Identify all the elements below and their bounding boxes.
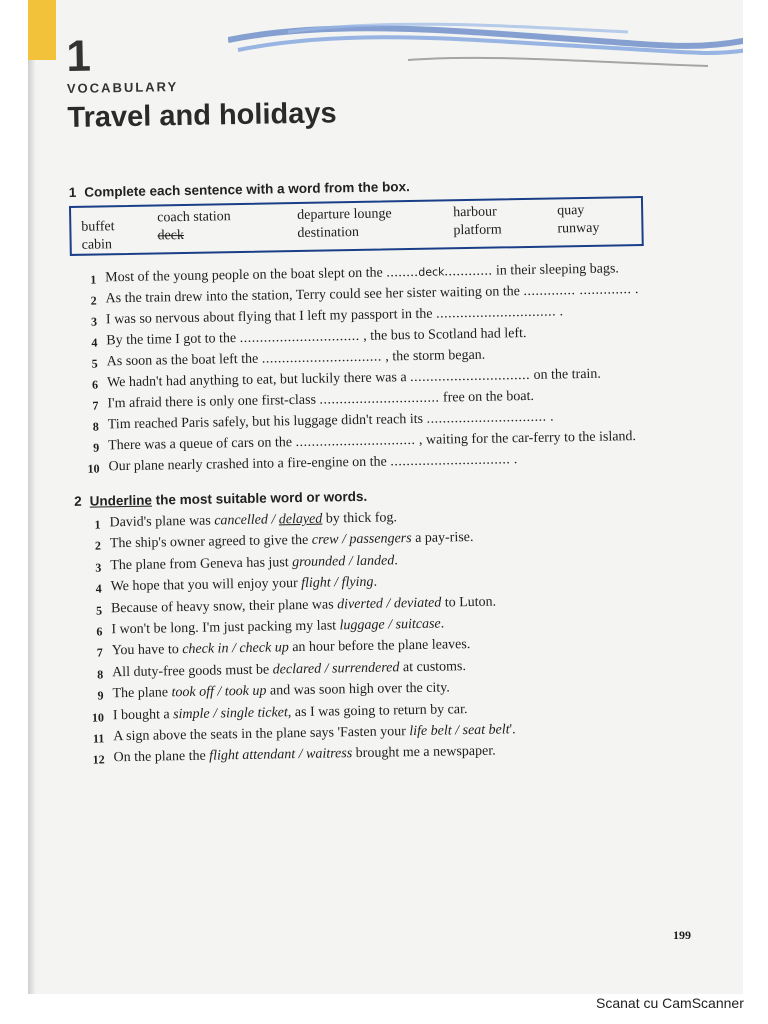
page-title: Travel and holidays xyxy=(67,97,337,134)
ex1-item-number: 3 xyxy=(90,314,98,329)
exercise2-items xyxy=(74,504,718,770)
ex1-item-text: . xyxy=(510,452,518,468)
ex1-blank[interactable]: .............................. xyxy=(319,390,440,408)
ex1-item-number: 6 xyxy=(91,377,99,392)
ex1-item-text: Our plane nearly crashed into a fire-engine on the xyxy=(108,454,391,475)
option-b-underlined[interactable]: delayed xyxy=(278,511,323,528)
ex1-item-text: As soon as the boat left the xyxy=(106,351,262,370)
ex1-item-text: Most of the young people on the boat slept on the xyxy=(105,265,387,286)
ex2-item-text: . xyxy=(373,574,378,590)
ex1-item-text: As the train drew into the station, Terry could see her sister waiting on the xyxy=(105,284,524,307)
ex1-item-number: 10 xyxy=(87,461,100,476)
exercise1-items xyxy=(70,259,714,478)
ex2-item-text: brought me a newspaper. xyxy=(352,744,496,762)
word-harbour: harbour xyxy=(453,204,497,221)
ex1-blank[interactable]: .............................. xyxy=(390,452,511,470)
ex2-item-text: All duty-free goods must be xyxy=(112,662,273,681)
option-separator: / xyxy=(384,617,396,633)
option-a[interactable]: simple xyxy=(173,706,210,722)
option-separator: / xyxy=(338,532,350,548)
ex2-item-text: A sign above the seats in the plane says 'Fasten your xyxy=(113,724,410,745)
ex1-item-number: 1 xyxy=(90,272,97,287)
exercise1-instruction: Complete each sentence with a word from the box. xyxy=(84,179,410,200)
ex2-item-number: 8 xyxy=(97,667,104,682)
option-a[interactable]: took off xyxy=(171,684,215,701)
page-fold-shadow xyxy=(28,0,36,994)
ex1-item-text: We hadn't had anything to eat, but luckily there was a xyxy=(106,370,411,391)
ex1-item-text: in their sleeping bags. xyxy=(492,261,619,279)
ex2-item-number: 2 xyxy=(94,538,102,553)
ex2-item-text: I bought a xyxy=(112,706,174,723)
ex2-item-number: 1 xyxy=(94,517,101,532)
ex1-item-text: on the train. xyxy=(529,366,601,383)
option-b[interactable]: single ticket xyxy=(220,704,288,722)
ex1-item-text: Tim reached Paris safely, but his luggage didn't reach its xyxy=(107,411,427,433)
option-separator: / xyxy=(382,595,395,612)
ex1-item-number: 2 xyxy=(90,293,97,308)
word-deck-crossed: deck xyxy=(157,227,185,244)
ex2-item-text: . xyxy=(440,616,445,632)
ex1-item-text: By the time I got to the xyxy=(106,331,240,349)
ex1-blank[interactable]: .............................. xyxy=(409,367,531,386)
option-b[interactable]: suitcase xyxy=(395,616,441,633)
option-b[interactable]: seat belt xyxy=(462,722,510,739)
word-runway: runway xyxy=(557,220,600,237)
ex2-item-number: 12 xyxy=(92,752,105,768)
ex1-item-text: There was a queue of cars on the xyxy=(108,435,296,454)
word-departure-lounge: departure lounge xyxy=(297,206,392,223)
option-separator: / xyxy=(321,661,333,677)
ex2-item-number: 10 xyxy=(91,710,105,725)
word-destination: destination xyxy=(297,224,360,241)
exercise2-number: 2 xyxy=(74,493,82,509)
ex1-blank[interactable]: .............................. xyxy=(295,432,416,451)
option-separator: / xyxy=(213,684,225,700)
word-box xyxy=(69,196,644,256)
exercise2-instruction: the most suitable word or words. xyxy=(151,488,368,508)
page-content xyxy=(66,24,719,772)
ex1-item-text: . xyxy=(631,282,639,298)
option-separator: / xyxy=(228,641,240,657)
option-a[interactable]: diverted xyxy=(336,596,384,612)
ex2-item-number: 7 xyxy=(96,645,103,660)
option-b[interactable]: check up xyxy=(239,640,289,657)
option-separator: / xyxy=(295,747,307,763)
ex2-item-text: at customs. xyxy=(399,658,467,676)
option-separator: / xyxy=(267,512,279,528)
word-cabin: cabin xyxy=(81,237,113,253)
book-page xyxy=(28,0,743,994)
word-quay: quay xyxy=(557,202,585,219)
ex2-item-text: and was soon high over the city. xyxy=(266,680,450,699)
ex1-item-text: . xyxy=(555,304,564,320)
ex1-item-text: , the bus to Scotland had left. xyxy=(359,326,527,344)
ex2-item-number: 11 xyxy=(92,731,105,746)
word-coach-station: coach station xyxy=(157,209,231,226)
ex2-item-text: We hope that you will enjoy your xyxy=(110,576,302,595)
ex1-blank[interactable]: .............................. xyxy=(435,304,557,322)
ex2-item-text: , as I was going to return by car. xyxy=(287,701,468,720)
ex1-item-number: 4 xyxy=(91,335,98,350)
ex1-blank[interactable]: .............................. xyxy=(239,328,360,347)
ex1-item-number: 5 xyxy=(91,356,98,371)
option-b[interactable]: waitress xyxy=(305,746,353,763)
ex1-item-number: 7 xyxy=(92,398,99,413)
word-platform: platform xyxy=(453,222,502,239)
ex2-item-text: by thick fog. xyxy=(322,510,398,527)
option-a[interactable]: flight xyxy=(301,575,331,592)
ex2-item-number: 3 xyxy=(95,560,102,575)
option-a[interactable]: check in xyxy=(182,641,229,658)
option-separator: / xyxy=(209,706,221,722)
ex2-item-text: David's plane was xyxy=(109,513,215,531)
ex1-item-text: I'm afraid there is only one first-class xyxy=(107,392,320,412)
option-b[interactable]: landed xyxy=(356,553,395,569)
ex2-item-number: 9 xyxy=(97,688,104,703)
ex1-item-number: 8 xyxy=(92,419,99,434)
option-a[interactable]: life belt xyxy=(409,723,452,740)
ex2-item-text: to Luton. xyxy=(441,594,497,611)
option-b[interactable]: flying xyxy=(341,574,374,591)
option-a[interactable]: luggage xyxy=(339,617,385,634)
ex2-item-text: '. xyxy=(509,722,516,738)
exercise1-number: 1 xyxy=(68,184,77,200)
ex2-item-text: a pay-rise. xyxy=(411,530,474,547)
ex1-blank[interactable]: .............................. xyxy=(426,409,547,427)
ex2-item-text: The plane from Geneva has just xyxy=(110,554,293,574)
option-separator: / xyxy=(345,553,357,570)
option-a[interactable]: flight attendant xyxy=(209,747,296,765)
unit-number: 1 xyxy=(65,31,92,81)
option-b[interactable]: took up xyxy=(224,683,267,700)
ex1-blank[interactable]: .............................. xyxy=(261,349,382,367)
scanner-watermark: Scanat cu CamScanner xyxy=(596,995,744,1011)
ex2-item-number: 5 xyxy=(95,603,103,618)
option-separator: / xyxy=(330,575,342,591)
page-number: 199 xyxy=(673,928,691,942)
section-label: VOCABULARY xyxy=(66,79,179,96)
ex1-item-text: , waiting for the car-ferry to the island. xyxy=(415,429,637,448)
corner-accent xyxy=(28,0,56,60)
ex2-item-text: I won't be long. I'm just packing my last xyxy=(111,618,340,638)
ex2-item-text: On the plane the xyxy=(113,749,210,766)
ex1-item-number: 9 xyxy=(93,440,100,455)
ex1-blank[interactable]: ............. ............. xyxy=(523,282,632,300)
option-b[interactable]: passengers xyxy=(349,531,412,548)
option-separator: / xyxy=(451,723,463,739)
option-a[interactable]: cancelled xyxy=(214,512,269,529)
option-a[interactable]: crew xyxy=(311,532,339,549)
option-b[interactable]: surrendered xyxy=(331,660,400,677)
ex2-item-number: 6 xyxy=(96,624,103,639)
ex2-item-text: an hour before the plane leaves. xyxy=(288,637,471,656)
ex2-item-text: The ship's owner agreed to give the xyxy=(109,533,312,552)
ex2-item-text: . xyxy=(394,553,398,569)
ex1-item-text: free on the boat. xyxy=(439,388,535,406)
handwritten-answer: deck xyxy=(418,265,445,279)
ex2-item-number: 4 xyxy=(95,581,102,596)
option-a[interactable]: declared xyxy=(272,661,322,678)
ex2-item-text: The plane xyxy=(112,685,172,702)
option-b[interactable]: deviated xyxy=(393,595,442,611)
exercise2-instruction-underline: Underline xyxy=(89,492,153,509)
ex1-item-text: . xyxy=(546,409,554,425)
ex1-item-text: , the storm began. xyxy=(381,347,486,365)
word-buffet: buffet xyxy=(81,219,115,235)
ex1-blank[interactable]: ........ xyxy=(386,264,419,281)
ex1-blank[interactable]: ............ xyxy=(444,263,493,280)
ex2-item-text: You have to xyxy=(111,642,183,659)
ex2-item-text: Because of heavy snow, their plane was xyxy=(110,596,338,616)
option-a[interactable]: grounded xyxy=(292,554,346,570)
ex1-item-text: I was so nervous about flying that I left my passport in the xyxy=(105,306,437,328)
